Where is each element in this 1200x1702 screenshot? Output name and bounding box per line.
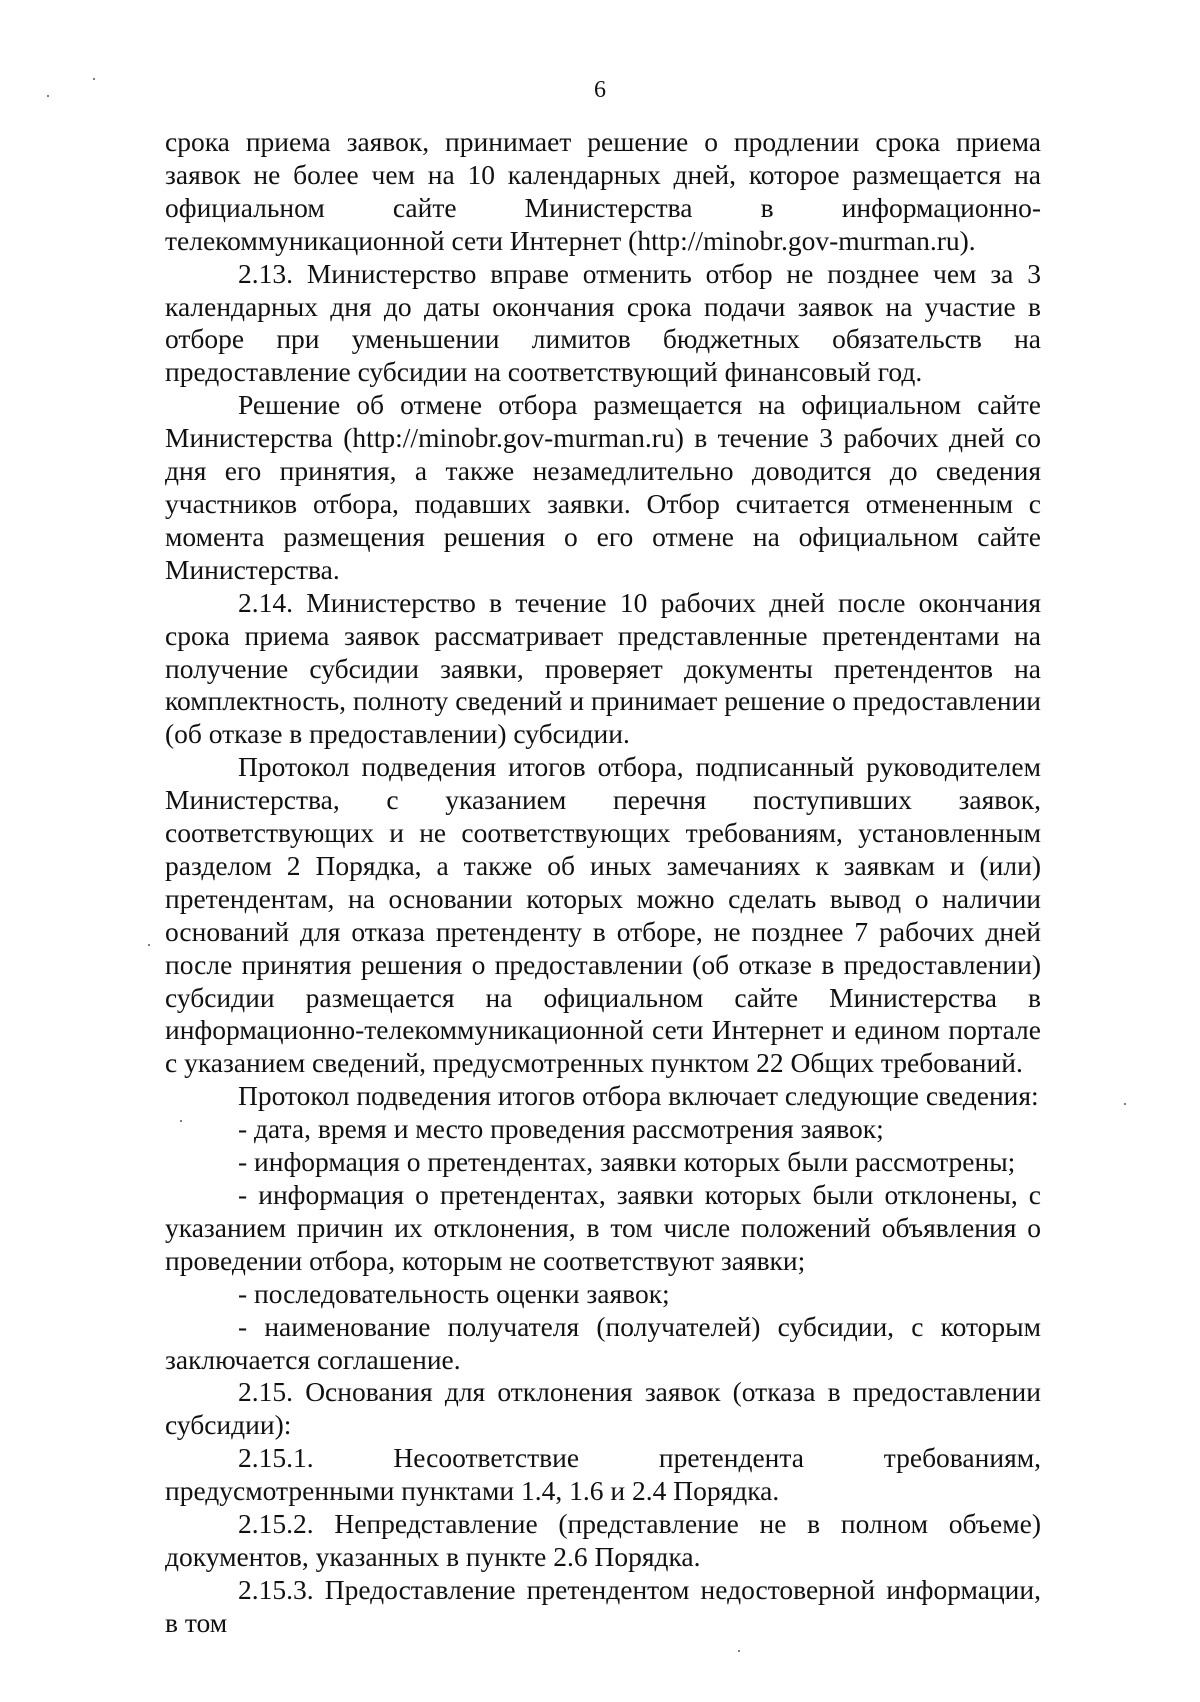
list-item: - наименование получателя (получателей) субсидии, с которым заключается соглашение. (165, 1310, 1041, 1375)
list-item: - дата, время и место проведения рассмотрения заявок; (238, 1113, 884, 1145)
page-number: 6 (594, 77, 606, 103)
paragraph-continuation: срока приема заявок, принимает решение о продлении срока приема заявок не более чем на 10 календарных дней, которое размещается на официальном сайте Министерства в информационно-телекоммуникационной сети Интернет (http://minobr.gov-murman.ru). (165, 126, 1041, 256)
paragraph-2-13: 2.13. Министерство вправе отменить отбор не позднее чем за 3 календарных дня до даты окончания срока подачи заявок на участие в отборе при уменьшении лимитов бюджетных обязательств на предоставление субсидии на соответствующий финансовый год. (165, 257, 1041, 388)
paragraph-2-15: 2.15. Основания для отклонения заявок (отказа в предоставлении субсидии): (165, 1376, 1041, 1441)
scan-speck (47, 95, 49, 97)
scan-speck (93, 78, 95, 80)
document-body (165, 126, 1041, 1640)
paragraph-2-15-1: 2.15.1. Несоответствие претендента требованиям, предусмотренными пунктами 1.4, 1.6 и 2.4 Порядка. (165, 1442, 1041, 1507)
list-item: - информация о претендентах, заявки которых были отклонены, с указанием причин их отклонения, в том числе положений объявления о проведении отбора, которым не соответствуют заявки; (165, 1179, 1041, 1276)
paragraph-2-15-3: 2.15.3. Предоставление претендентом недостоверной информации, в том (165, 1573, 1041, 1638)
list-item: - информация о претендентах, заявки которых были рассмотрены; (238, 1146, 1016, 1178)
scan-speck (738, 1650, 740, 1652)
paragraph-2-15-2: 2.15.2. Непредставление (представление не в полном объеме) документов, указанных в пункте 2.6 Порядка. (165, 1508, 1041, 1572)
paragraph-protocol-contents: Протокол подведения итогов отбора включает следующие сведения: (238, 1080, 1039, 1112)
paragraph-2-14: 2.14. Министерство в течение 10 рабочих дней после окончания срока приема заявок рассматривает представленные претендентами на получение субсидии заявки, проверяет документы претендентов на комплектность, полноту сведений и принимает решение о предоставлении (об отказе в предоставлении) субсидии. (165, 586, 1041, 750)
paragraph-protocol: Протокол подведения итогов отбора, подписанный руководителем Министерства, с указанием перечня поступивших заявок, соответствующих и не соответствующих требованиям, установленным разделом 2 Порядка, а также об иных замечаниях к заявкам и (или) претендентам, на основании которых можно сделать вывод о наличии оснований для отказа претенденту в отборе, не позднее 7 рабочих дней после принятия решения о предоставлении (об отказе в предоставлении) субсидии размещается на официальном сайте Министерства в информационно-телекоммуникационной сети Интернет и едином портале с указанием сведений, предусмотренных пунктом 22 Общих требований. (165, 751, 1041, 1079)
list-item: - последовательность оценки заявок; (238, 1277, 670, 1309)
scan-speck (148, 944, 150, 946)
scan-speck (180, 1120, 182, 1122)
scan-speck (1124, 1103, 1126, 1105)
paragraph-cancellation-decision: Решение об отмене отбора размещается на официальном сайте Министерства (http://minobr.gov-murman.ru) в течение 3 рабочих дней со дня его принятия, а также незамедлительно доводится до сведения участников отбора, подавших заявки. Отбор считается отмененным с момента размещения решения о его отмене на официальном сайте Министерства. (165, 389, 1041, 585)
